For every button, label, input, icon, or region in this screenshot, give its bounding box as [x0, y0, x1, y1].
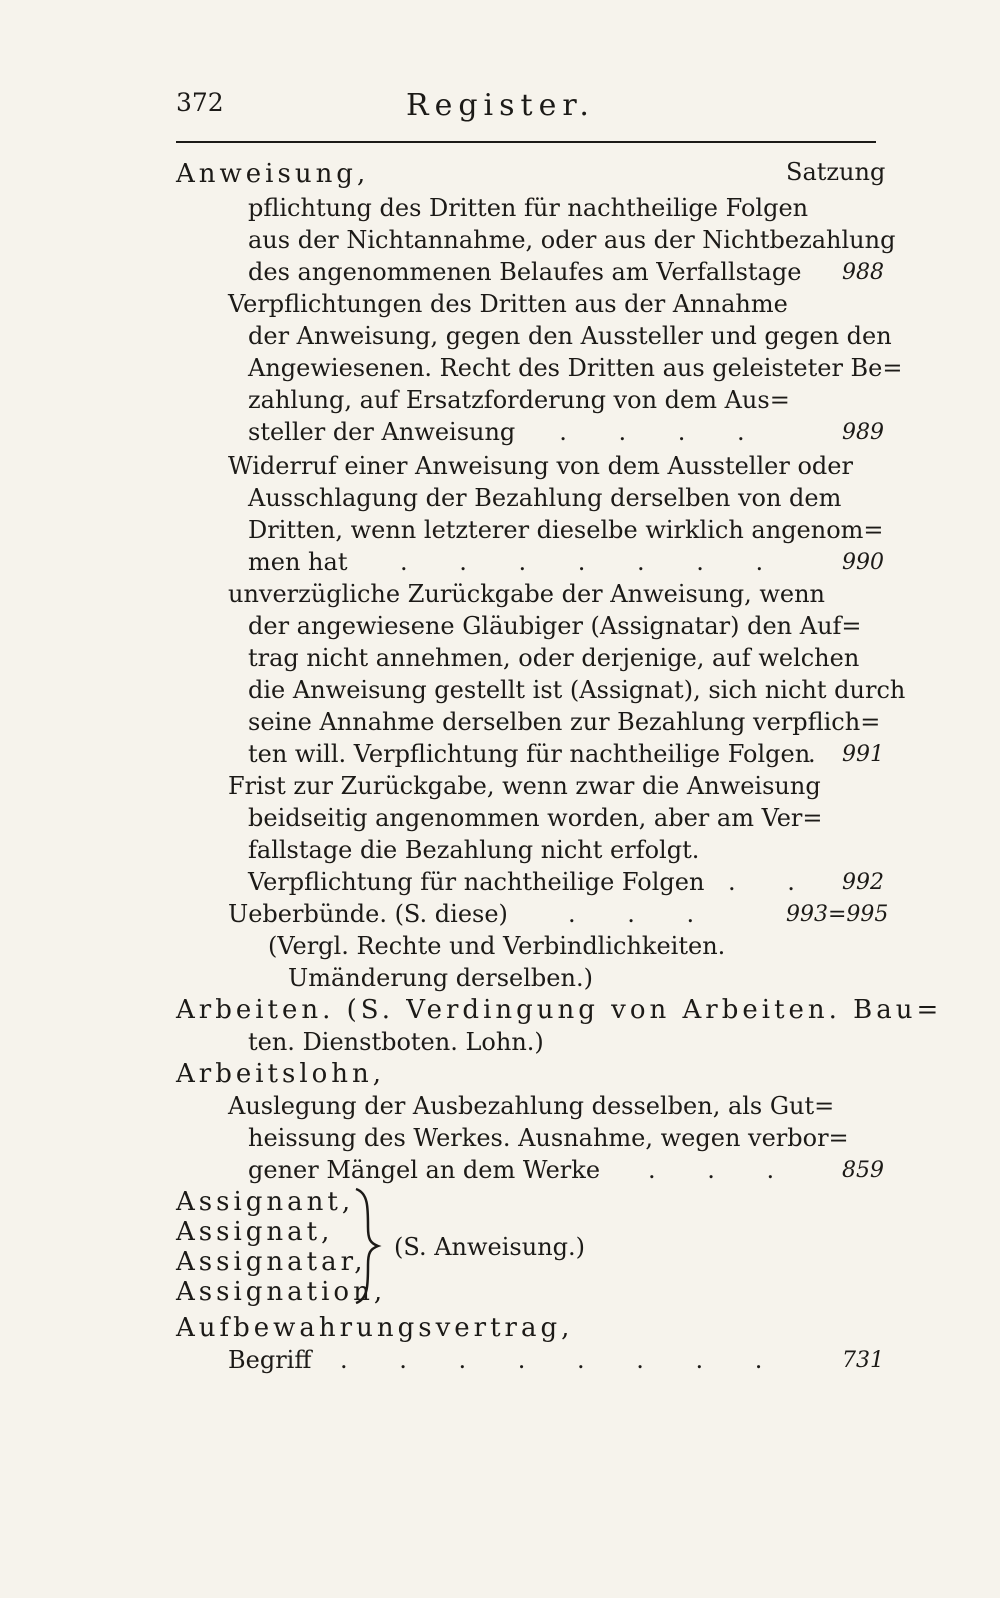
entry-line: aus der Nichtannahme, oder aus der Nichtbezahlung: [248, 226, 896, 254]
entry-heading-aufbewahrungsvertrag: Aufbewahrungsvertrag,: [176, 1313, 574, 1343]
section-ref: 992: [842, 870, 884, 895]
dot-leader: . . . . .: [500, 418, 767, 446]
entry-line: Widerruf einer Anweisung von dem Aussteller oder: [228, 452, 853, 480]
entry-line: der angewiesene Gläubiger (Assignatar) den Auf=: [248, 612, 862, 640]
entry-line: des angenommenen Belaufes am Verfallstage: [248, 258, 802, 286]
entry-line: der Anweisung, gegen den Aussteller und gegen den: [248, 322, 892, 350]
entry-line: ten. Dienstboten. Lohn.): [248, 1028, 544, 1056]
entry-line: zahlung, auf Ersatzforderung von dem Aus=: [248, 386, 790, 414]
entry-line: trag nicht annehmen, oder derjenige, auf welchen: [248, 644, 860, 672]
entry-line: ten will. Verpflichtung für nachtheilige Folgen: [248, 740, 811, 768]
entry-line: Umänderung derselben.): [288, 964, 593, 992]
entry-line: unverzügliche Zurückgabe der Anweisung, wenn: [228, 580, 825, 608]
dot-leader: . . . . . . .: [400, 548, 786, 576]
section-ref: 988: [842, 260, 884, 285]
entry-line: beidseitig angenommen worden, aber am Ver=: [248, 804, 823, 832]
section-ref: 991: [842, 742, 884, 767]
page-header: [176, 88, 876, 128]
entry-line: men hat: [248, 548, 348, 576]
entry-line: Begriff: [228, 1346, 312, 1374]
entry-line: fallstage die Bezahlung nicht erfolgt.: [248, 836, 700, 864]
entry-heading-assignation: Assignation,: [176, 1277, 387, 1307]
entry-line: Angewiesenen. Recht des Dritten aus geleisteter Be=: [248, 354, 903, 382]
entry-line: heissung des Werkes. Ausnahme, wegen verbor=: [248, 1124, 849, 1152]
entry-line: Auslegung der Ausbezahlung desselben, als Gut=: [228, 1092, 835, 1120]
entry-heading-arbeitslohn: Arbeitslohn,: [176, 1059, 386, 1089]
curly-brace-icon: [352, 1187, 382, 1305]
cross-reference: (S. Anweisung.): [394, 1233, 586, 1261]
entry-heading-assignatar: Assignatar,: [176, 1247, 367, 1277]
entry-line: seine Annahme derselben zur Bezahlung verpflich=: [248, 708, 881, 736]
entry-line: (Vergl. Rechte und Verbindlichkeiten.: [268, 932, 726, 960]
section-ref: 990: [842, 550, 884, 575]
entry-line: Ausschlagung der Bezahlung derselben von dem: [248, 484, 842, 512]
header-rule: [176, 141, 876, 143]
section-ref: 859: [842, 1158, 884, 1183]
section-ref: 731: [842, 1348, 884, 1373]
entry-line: die Anweisung gestellt ist (Assignat), sich nicht durch: [248, 676, 906, 704]
entry-line: Ueberbünde. (S. diese): [228, 900, 508, 928]
entry-line: Verpflichtungen des Dritten aus der Annahme: [228, 290, 788, 318]
entry-line: Dritten, wenn letzterer dieselbe wirklich angenom=: [248, 516, 884, 544]
entry-line: Frist zur Zurückgabe, wenn zwar die Anweisung: [228, 772, 821, 800]
dot-leader: . . .: [648, 1156, 797, 1184]
dot-leader: . .: [728, 868, 817, 896]
continued-keyword: Satzung: [786, 158, 886, 186]
dot-leader: . . .: [568, 900, 717, 928]
section-ref: 989: [842, 420, 884, 445]
dot-leader: .: [808, 740, 816, 768]
entry-line: steller der Anweisung: [248, 418, 516, 446]
entry-heading-anweisung: Anweisung,: [176, 159, 370, 189]
entry-line: Verpflichtung für nachtheilige Folgen: [248, 868, 705, 896]
section-ref: 993=995: [786, 902, 889, 927]
entry-line: pflichtung des Dritten für nachtheilige Folgen: [248, 194, 809, 222]
entry-heading-assignat: Assignat,: [176, 1217, 334, 1247]
entry-heading-assignant: Assignant,: [176, 1187, 355, 1217]
running-head: Register.: [406, 88, 595, 123]
entry-line: gener Mängel an dem Werke: [248, 1156, 601, 1184]
dot-leader: . . . . . . . .: [340, 1346, 785, 1374]
entry-heading-arbeiten: Arbeiten. (S. Verdingung von Arbeiten. Bau=: [176, 995, 943, 1025]
page-number: 372: [176, 88, 224, 117]
